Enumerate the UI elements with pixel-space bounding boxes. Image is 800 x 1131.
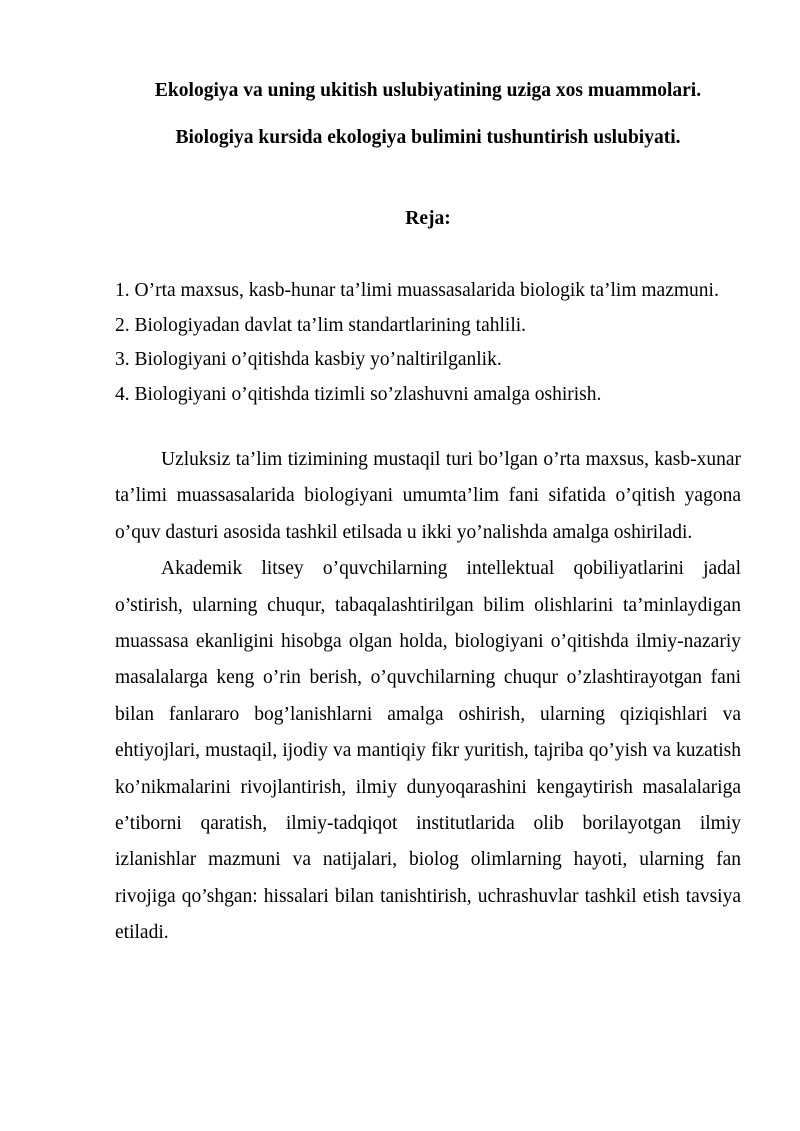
plan-item: 2. Biologiyadan davlat ta’lim standartlarining tahlili. xyxy=(115,314,527,336)
plan-heading: Reja: xyxy=(405,208,451,229)
plan-item: 3. Biologiyani o’qitishda kasbiy yo’naltirilganlik. xyxy=(115,349,502,370)
body-text xyxy=(115,442,741,952)
plan-item: 1. O’rta maxsus, kasb-hunar ta’limi muassasalarida biologik ta’lim mazmuni. xyxy=(115,280,719,301)
document-subtitle: Biologiya kursida ekologiya bulimini tushuntirish uslubiyati. xyxy=(175,127,681,148)
plan-item: 4. Biologiyani o’qitishda tizimli so’zlashuvni amalga oshirish. xyxy=(115,383,602,405)
plan-list xyxy=(115,274,741,412)
body-paragraph: Akademik litsey o’quvchilarning intellektual qobiliyatlarini jadal o’stirish, ularning chuqur, tabaqalashtirilgan bilim olishlarini ta’minlaydigan muassasa ekanligini hisobga olgan holda, biologiyani o’qitishda ilmiy-nazariy masalalarga keng o’rin berish, o’quvchilarning chuqur o’zlashtirayotgan fani bilan fanlararo bog’lanishlarni amalga oshirish, ularning qiziqishlari va ehtiyojlari, mustaqil, ijodiy va mantiqiy fikr yuritish, tajriba qo’yish va kuzatish ko’nikmalarini rivojlantirish, ilmiy dunyoqarashini kengaytirish masalalariga e’tiborni qaratish, ilmiy-tadqiqot institutlarida olib borilayotgan ilmiy izlanishlar mazmuni va natijalari, biolog olimlarning hayoti, ularning fan rivojiga qo’shgan: hissalari bilan tanishtirish, uchrashuvlar tashkil etish tavsiya etiladi. xyxy=(115,558,741,944)
body-paragraph: Uzluksiz ta’lim tizimining mustaqil turi bo’lgan o’rta maxsus, kasb-xunar ta’limi muassasalarida biologiyani umumta’lim fani sifatida o’qitish yagona o’quv dasturi asosida tashkil etilsada u ikki yo’nalishda amalga oshiriladi. xyxy=(115,449,741,543)
document-title: Ekologiya va uning ukitish uslubiyatining uziga xos muammolari. xyxy=(154,80,702,101)
